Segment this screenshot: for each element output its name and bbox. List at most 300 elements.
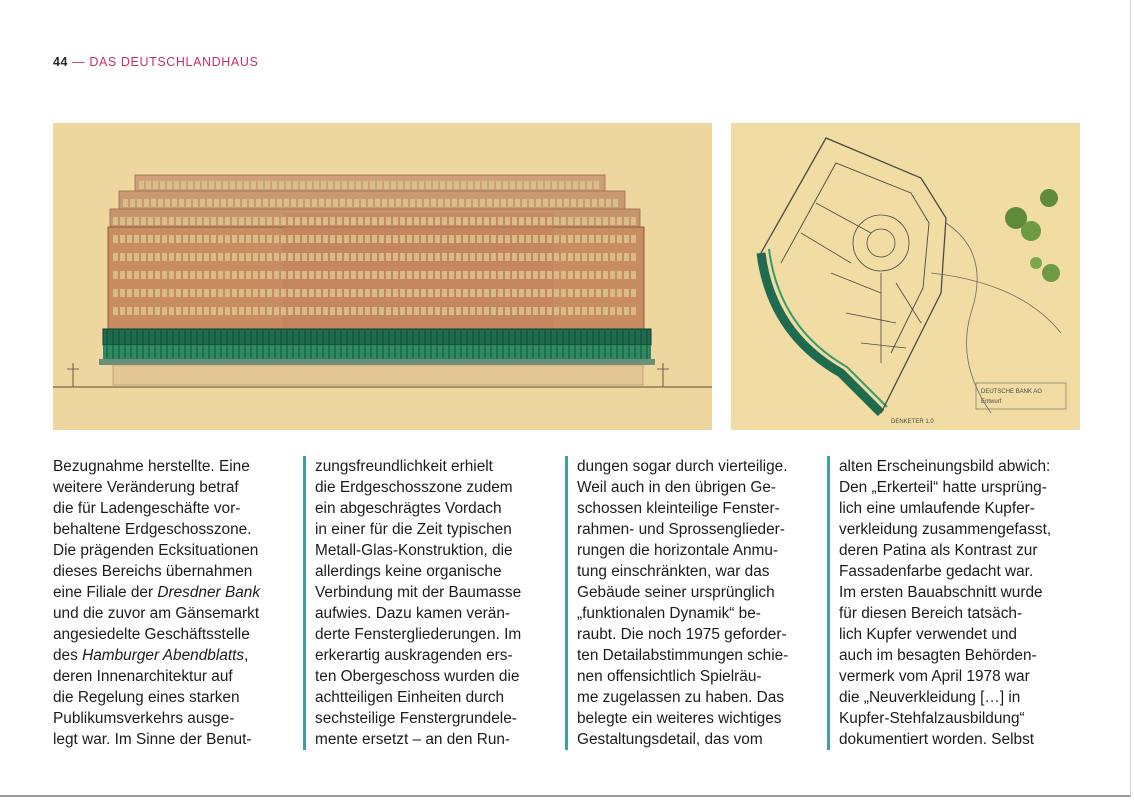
window-pane — [505, 217, 510, 225]
window-pane — [347, 199, 352, 207]
window-pane — [186, 199, 191, 207]
text-line: dieses Bereichs übernahmen — [53, 563, 253, 580]
window-pane — [291, 199, 296, 207]
window-pane — [491, 307, 496, 315]
window-pane — [239, 307, 244, 315]
text-line: Den „Erkerteil“ hatte ursprüng- — [839, 479, 1047, 496]
text-line: Publikumsverkehrs ausge- — [53, 710, 235, 727]
window-pane — [260, 271, 265, 279]
window-pane — [176, 235, 181, 243]
text-line: alten Erscheinungsbild abwich: — [839, 458, 1051, 475]
window-pane — [631, 253, 636, 261]
window-pane — [393, 289, 398, 297]
window-pane — [281, 253, 286, 261]
window-pane — [239, 271, 244, 279]
window-pane — [498, 235, 503, 243]
text-line: behaltene Erdgeschosszone. — [53, 521, 252, 538]
window-pane — [470, 253, 475, 261]
window-pane — [211, 271, 216, 279]
window-pane — [223, 181, 228, 189]
window-pane — [326, 199, 331, 207]
window-pane — [442, 253, 447, 261]
window-pane — [435, 271, 440, 279]
window-pane — [330, 253, 335, 261]
window-pane — [596, 289, 601, 297]
window-pane — [358, 235, 363, 243]
window-pane — [113, 271, 118, 279]
window-pane — [407, 271, 412, 279]
window-pane — [540, 307, 545, 315]
window-pane — [134, 235, 139, 243]
window-pane — [470, 235, 475, 243]
window-pane — [540, 253, 545, 261]
window-pane — [120, 307, 125, 315]
window-pane — [183, 235, 188, 243]
window-pane — [603, 235, 608, 243]
window-pane — [267, 271, 272, 279]
window-pane — [610, 289, 615, 297]
window-pane — [281, 271, 286, 279]
window-pane — [417, 199, 422, 207]
window-pane — [386, 253, 391, 261]
window-pane — [232, 307, 237, 315]
window-pane — [575, 235, 580, 243]
window-pane — [358, 217, 363, 225]
window-pane — [617, 235, 622, 243]
text-line: ten Detailabstimmungen schie- — [577, 647, 789, 664]
window-pane — [505, 271, 510, 279]
window-pane — [337, 253, 342, 261]
window-pane — [333, 199, 338, 207]
window-pane — [550, 199, 555, 207]
window-pane — [470, 307, 475, 315]
text-line: Gestaltungsdetail, das vom — [577, 731, 763, 748]
window-pane — [489, 181, 494, 189]
window-pane — [162, 235, 167, 243]
window-pane — [120, 217, 125, 225]
window-pane — [624, 271, 629, 279]
window-pane — [358, 289, 363, 297]
window-pane — [165, 199, 170, 207]
window-pane — [435, 307, 440, 315]
window-pane — [519, 307, 524, 315]
window-pane — [473, 199, 478, 207]
window-pane — [160, 181, 165, 189]
window-pane — [221, 199, 226, 207]
window-pane — [449, 235, 454, 243]
window-pane — [470, 289, 475, 297]
window-pane — [540, 235, 545, 243]
window-pane — [305, 199, 310, 207]
window-pane — [526, 253, 531, 261]
window-pane — [351, 253, 356, 261]
window-pane — [190, 235, 195, 243]
window-pane — [442, 217, 447, 225]
window-pane — [176, 289, 181, 297]
window-pane — [207, 199, 212, 207]
window-pane — [631, 235, 636, 243]
window-pane — [407, 289, 412, 297]
window-pane — [470, 271, 475, 279]
window-pane — [204, 289, 209, 297]
window-pane — [169, 289, 174, 297]
window-pane — [617, 271, 622, 279]
window-pane — [407, 217, 412, 225]
window-pane — [370, 181, 375, 189]
window-pane — [330, 307, 335, 315]
text-line: me zugelassen zu haben. Das — [577, 689, 785, 706]
window-pane — [328, 181, 333, 189]
window-pane — [512, 271, 517, 279]
window-pane — [288, 217, 293, 225]
window-pane — [484, 235, 489, 243]
text-line: die Erdgeschosszone zudem — [315, 479, 513, 496]
text-line: Bezugnahme herstellte. Eine — [53, 458, 250, 475]
text-line: die für Ladengeschäfte vor- — [53, 500, 241, 517]
window-pane — [561, 271, 566, 279]
window-pane — [610, 271, 615, 279]
window-pane — [137, 199, 142, 207]
window-pane — [391, 181, 396, 189]
window-pane — [141, 307, 146, 315]
window-pane — [253, 253, 258, 261]
window-pane — [582, 253, 587, 261]
window-pane — [631, 289, 636, 297]
window-pane — [498, 217, 503, 225]
window-pane — [302, 289, 307, 297]
text-line: rungen die horizontale Anmu- — [577, 542, 779, 559]
window-pane — [349, 181, 354, 189]
window-pane — [519, 235, 524, 243]
window-pane — [225, 217, 230, 225]
window-pane — [617, 289, 622, 297]
window-pane — [624, 289, 629, 297]
window-pane — [582, 307, 587, 315]
window-pane — [302, 253, 307, 261]
window-pane — [358, 307, 363, 315]
window-pane — [631, 307, 636, 315]
window-pane — [568, 217, 573, 225]
text-line: Fassadenfarbe gedacht war. — [839, 563, 1034, 580]
window-pane — [337, 271, 342, 279]
window-pane — [414, 253, 419, 261]
window-pane — [344, 271, 349, 279]
window-pane — [407, 253, 412, 261]
window-pane — [253, 271, 258, 279]
window-pane — [561, 217, 566, 225]
window-pane — [295, 217, 300, 225]
window-pane — [323, 253, 328, 261]
window-pane — [526, 271, 531, 279]
text-line: lich eine umlaufende Kupfer- — [839, 500, 1035, 517]
window-pane — [526, 307, 531, 315]
window-pane — [526, 289, 531, 297]
window-pane — [323, 271, 328, 279]
window-pane — [568, 271, 573, 279]
window-pane — [225, 271, 230, 279]
text-line: rahmen- und Sprossenglieder- — [577, 521, 785, 538]
window-pane — [512, 289, 517, 297]
window-pane — [568, 253, 573, 261]
window-pane — [368, 199, 373, 207]
window-pane — [454, 181, 459, 189]
window-pane — [286, 181, 291, 189]
window-pane — [431, 199, 436, 207]
window-pane — [288, 271, 293, 279]
window-pane — [617, 307, 622, 315]
window-pane — [228, 199, 233, 207]
text-line: lich Kupfer verwendet und — [839, 626, 1017, 643]
window-pane — [510, 181, 515, 189]
window-pane — [603, 253, 608, 261]
window-pane — [232, 217, 237, 225]
window-pane — [526, 217, 531, 225]
window-pane — [235, 199, 240, 207]
window-pane — [179, 199, 184, 207]
window-pane — [316, 289, 321, 297]
window-pane — [267, 235, 272, 243]
text-line: Die prägenden Ecksituationen — [53, 542, 259, 559]
window-pane — [155, 217, 160, 225]
window-pane — [461, 181, 466, 189]
window-pane — [295, 307, 300, 315]
window-pane — [281, 289, 286, 297]
window-pane — [477, 307, 482, 315]
window-pane — [365, 271, 370, 279]
window-pane — [155, 235, 160, 243]
window-pane — [197, 271, 202, 279]
window-pane — [566, 181, 571, 189]
window-pane — [531, 181, 536, 189]
window-pane — [351, 307, 356, 315]
window-pane — [356, 181, 361, 189]
window-pane — [456, 253, 461, 261]
window-pane — [169, 253, 174, 261]
window-pane — [274, 217, 279, 225]
text-line: belegte ein weiteres wichtiges — [577, 710, 782, 727]
window-pane — [197, 217, 202, 225]
window-pane — [428, 235, 433, 243]
window-pane — [505, 253, 510, 261]
window-pane — [183, 253, 188, 261]
window-pane — [505, 289, 510, 297]
floor-plan-drawing — [731, 123, 1080, 430]
window-pane — [169, 307, 174, 315]
window-pane — [216, 181, 221, 189]
window-pane — [148, 271, 153, 279]
window-pane — [484, 307, 489, 315]
text-line: schossen kleinteilige Fenster- — [577, 500, 780, 517]
window-pane — [270, 199, 275, 207]
window-pane — [130, 199, 135, 207]
text-line: angesiedelte Geschäftsstelle — [53, 626, 250, 643]
window-pane — [307, 181, 312, 189]
window-pane — [181, 181, 186, 189]
window-pane — [323, 217, 328, 225]
window-pane — [204, 217, 209, 225]
window-pane — [580, 181, 585, 189]
window-pane — [505, 235, 510, 243]
window-pane — [225, 235, 230, 243]
text-line: dungen sogar durch vierteilige. — [577, 458, 788, 475]
window-pane — [211, 307, 216, 315]
window-pane — [484, 217, 489, 225]
window-pane — [414, 289, 419, 297]
window-pane — [169, 271, 174, 279]
window-pane — [398, 181, 403, 189]
window-pane — [512, 235, 517, 243]
window-pane — [540, 289, 545, 297]
text-line: des Hamburger Abendblatts, — [53, 647, 249, 664]
window-pane — [218, 253, 223, 261]
window-pane — [624, 217, 629, 225]
text-line: Metall-Glas-Konstruktion, die — [315, 542, 513, 559]
text-line: Kupfer-Stehfalzausbildung“ — [839, 710, 1025, 727]
window-pane — [309, 253, 314, 261]
window-pane — [120, 289, 125, 297]
window-pane — [596, 271, 601, 279]
window-pane — [596, 235, 601, 243]
window-pane — [337, 289, 342, 297]
window-pane — [624, 253, 629, 261]
text-line: „funktionalen Dynamik“ be- — [577, 605, 761, 622]
window-pane — [582, 217, 587, 225]
window-pane — [568, 235, 573, 243]
window-pane — [445, 199, 450, 207]
window-pane — [134, 271, 139, 279]
window-pane — [279, 181, 284, 189]
window-pane — [319, 199, 324, 207]
window-pane — [491, 253, 496, 261]
text-line: Verbindung mit der Baumasse — [315, 584, 522, 601]
window-pane — [424, 199, 429, 207]
window-pane — [351, 271, 356, 279]
window-pane — [477, 217, 482, 225]
window-pane — [533, 271, 538, 279]
window-pane — [253, 217, 258, 225]
window-pane — [414, 307, 419, 315]
window-pane — [533, 289, 538, 297]
window-pane — [323, 289, 328, 297]
window-pane — [316, 307, 321, 315]
window-pane — [155, 289, 160, 297]
window-pane — [344, 253, 349, 261]
window-pane — [134, 253, 139, 261]
text-column-4 — [827, 456, 1071, 750]
window-pane — [491, 235, 496, 243]
window-pane — [316, 253, 321, 261]
window-pane — [183, 217, 188, 225]
window-pane — [421, 307, 426, 315]
text-line: Im ersten Bauabschnitt wurde — [839, 584, 1043, 601]
window-pane — [519, 271, 524, 279]
window-pane — [592, 199, 597, 207]
window-pane — [386, 217, 391, 225]
window-pane — [517, 181, 522, 189]
text-line: Gebäude seiner ursprünglich — [577, 584, 775, 601]
window-pane — [344, 235, 349, 243]
window-pane — [218, 217, 223, 225]
facade-elevation-drawing — [53, 123, 712, 430]
plan-stamp-sub: Entwurf — [981, 399, 1002, 405]
window-pane — [323, 235, 328, 243]
window-pane — [218, 307, 223, 315]
window-pane — [127, 217, 132, 225]
window-pane — [463, 235, 468, 243]
window-pane — [379, 253, 384, 261]
window-pane — [323, 307, 328, 315]
window-pane — [575, 307, 580, 315]
window-pane — [190, 271, 195, 279]
text-column-3 — [565, 456, 809, 750]
text-line: Weil auch in den übrigen Ge- — [577, 479, 777, 496]
window-pane — [193, 199, 198, 207]
window-pane — [456, 217, 461, 225]
window-pane — [606, 199, 611, 207]
window-pane — [204, 253, 209, 261]
window-pane — [407, 235, 412, 243]
window-pane — [559, 181, 564, 189]
window-pane — [351, 217, 356, 225]
window-pane — [631, 217, 636, 225]
running-head-separator: — — [68, 55, 90, 69]
window-pane — [393, 307, 398, 315]
window-pane — [503, 181, 508, 189]
window-pane — [183, 289, 188, 297]
window-pane — [547, 271, 552, 279]
window-pane — [589, 235, 594, 243]
window-pane — [400, 217, 405, 225]
window-pane — [335, 181, 340, 189]
window-pane — [120, 253, 125, 261]
window-pane — [288, 307, 293, 315]
text-line: nen offensichtlich Spielräu- — [577, 668, 762, 685]
window-pane — [141, 271, 146, 279]
window-pane — [435, 253, 440, 261]
window-pane — [538, 181, 543, 189]
window-pane — [218, 289, 223, 297]
window-pane — [414, 271, 419, 279]
window-pane — [162, 253, 167, 261]
window-pane — [342, 181, 347, 189]
window-pane — [265, 181, 270, 189]
column-2-paragraph — [315, 456, 547, 750]
window-pane — [435, 289, 440, 297]
window-pane — [267, 289, 272, 297]
window-pane — [300, 181, 305, 189]
window-pane — [267, 217, 272, 225]
window-pane — [272, 181, 277, 189]
window-pane — [447, 181, 452, 189]
window-pane — [610, 235, 615, 243]
window-pane — [456, 271, 461, 279]
window-pane — [260, 289, 265, 297]
running-head — [53, 55, 258, 69]
window-pane — [167, 181, 172, 189]
window-pane — [120, 271, 125, 279]
window-pane — [239, 253, 244, 261]
window-pane — [246, 289, 251, 297]
window-pane — [162, 289, 167, 297]
window-pane — [244, 181, 249, 189]
text-line: eine Filiale der Dresdner Bank — [53, 584, 261, 601]
window-pane — [594, 181, 599, 189]
window-pane — [512, 253, 517, 261]
window-pane — [487, 199, 492, 207]
window-pane — [386, 271, 391, 279]
window-pane — [253, 289, 258, 297]
window-pane — [631, 271, 636, 279]
